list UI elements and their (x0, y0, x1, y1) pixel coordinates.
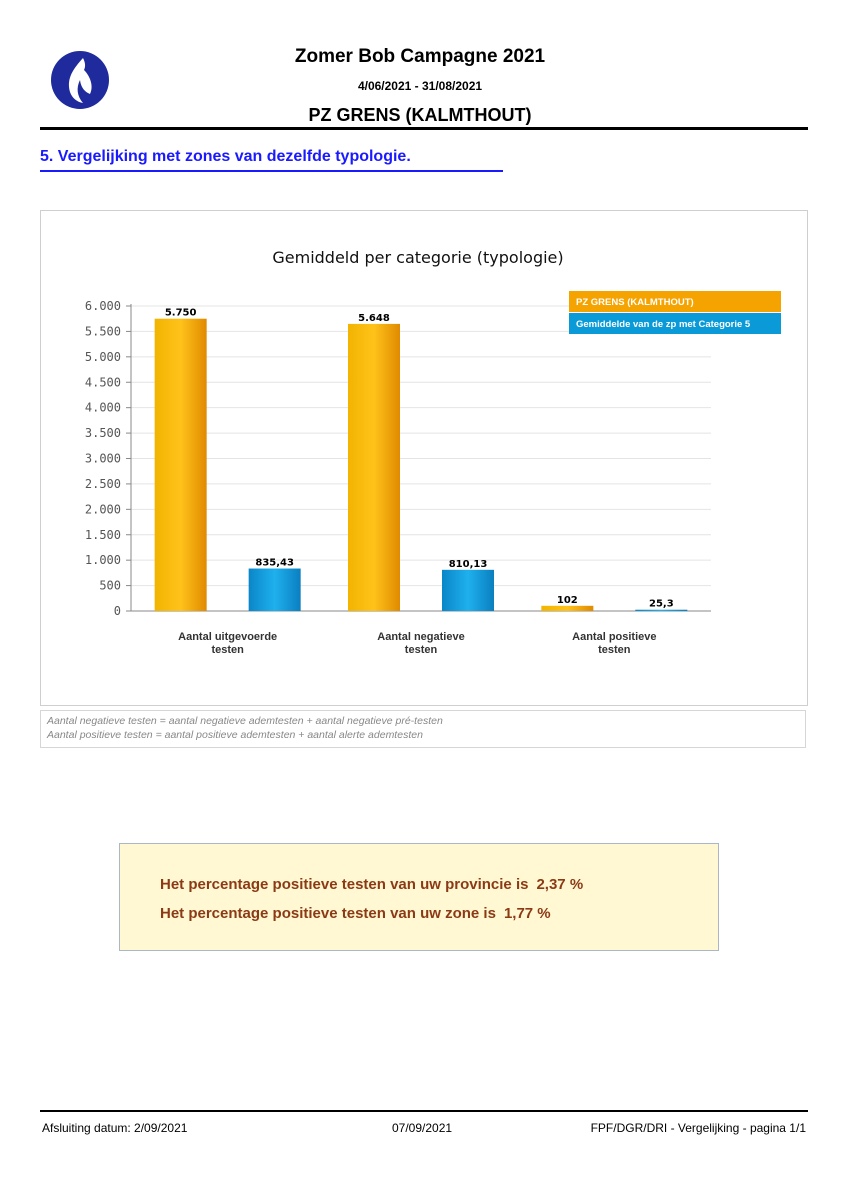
section-title: 5. Vergelijking met zones van dezelfde typologie. (40, 148, 411, 165)
data-label: 102 (556, 594, 578, 606)
data-label: 810,13 (448, 558, 488, 570)
x-category-label: Aantal negatieve (377, 631, 465, 643)
bar (348, 324, 400, 611)
header-divider (40, 127, 808, 130)
x-category-label: Aantal positieve (572, 631, 657, 643)
zone-percentage-value: 1,77 % (503, 905, 551, 922)
bar (635, 610, 687, 611)
percentage-info-box (119, 843, 719, 951)
footer-closing-date: Afsluiting datum: 2/09/2021 (42, 1121, 188, 1135)
note-line-2: Aantal positieve testen = aantal positieve ademtesten + aantal alerte ademtesten (47, 729, 423, 741)
y-tick-label: 1.000 (84, 553, 121, 568)
y-tick-label: 3.000 (84, 451, 121, 466)
y-tick-label: 2.000 (84, 502, 121, 517)
footer-page-info: FPF/DGR/DRI - Vergelijking - pagina 1/1 (590, 1121, 806, 1135)
y-tick-label: 3.500 (84, 426, 121, 441)
zone-percentage-text: Het percentage positieve testen van uw zone is (160, 905, 496, 922)
police-flame-logo-icon (50, 50, 110, 110)
x-category-label: testen (211, 644, 244, 656)
footer-divider (40, 1110, 808, 1112)
y-tick-label: 4.500 (84, 375, 121, 390)
y-tick-label: 0 (113, 604, 121, 618)
y-tick-label: 500 (99, 578, 121, 593)
province-percentage-text: Het percentage positieve testen van uw provincie is (160, 876, 529, 893)
y-tick-label: 5.500 (84, 324, 121, 339)
report-period: 4/06/2021 - 31/08/2021 (357, 79, 483, 93)
chart-title: Gemiddeld per categorie (typologie) (272, 248, 564, 267)
chart-notes (40, 710, 806, 748)
y-tick-label: 1.500 (84, 527, 121, 542)
zone-name: PZ GRENS (KALMTHOUT) (308, 105, 532, 125)
province-percentage-line (160, 876, 583, 893)
y-tick-label: 2.500 (84, 476, 121, 491)
note-line-1: Aantal negatieve testen = aantal negatieve ademtesten + aantal negatieve pré-testen (47, 715, 443, 727)
report-title: Zomer Bob Campagne 2021 (294, 46, 546, 67)
bar (541, 606, 593, 611)
bar (249, 569, 301, 611)
legend-label: PZ GRENS (KALMTHOUT) (576, 297, 694, 308)
x-category-label: Aantal uitgevoerde (178, 631, 278, 643)
bar (442, 570, 494, 611)
x-category-label: testen (598, 644, 631, 656)
section-underline (40, 170, 503, 172)
x-category-label: testen (404, 644, 438, 656)
bar (155, 319, 207, 611)
y-tick-label: 6.000 (84, 299, 121, 313)
data-label: 25,3 (648, 598, 674, 610)
chart-container (40, 210, 808, 706)
footer-print-date: 07/09/2021 (392, 1121, 453, 1135)
zone-percentage-line (160, 905, 551, 922)
data-label: 5.750 (164, 307, 197, 319)
data-label: 835,43 (255, 557, 294, 569)
province-percentage-value: 2,37 % (536, 876, 584, 893)
data-label: 5.648 (358, 312, 390, 324)
y-tick-label: 4.000 (84, 400, 121, 415)
legend-label: Gemiddelde van de zp met Categorie 5 (576, 319, 751, 330)
y-tick-label: 5.000 (84, 349, 121, 364)
bar-chart (41, 211, 807, 705)
